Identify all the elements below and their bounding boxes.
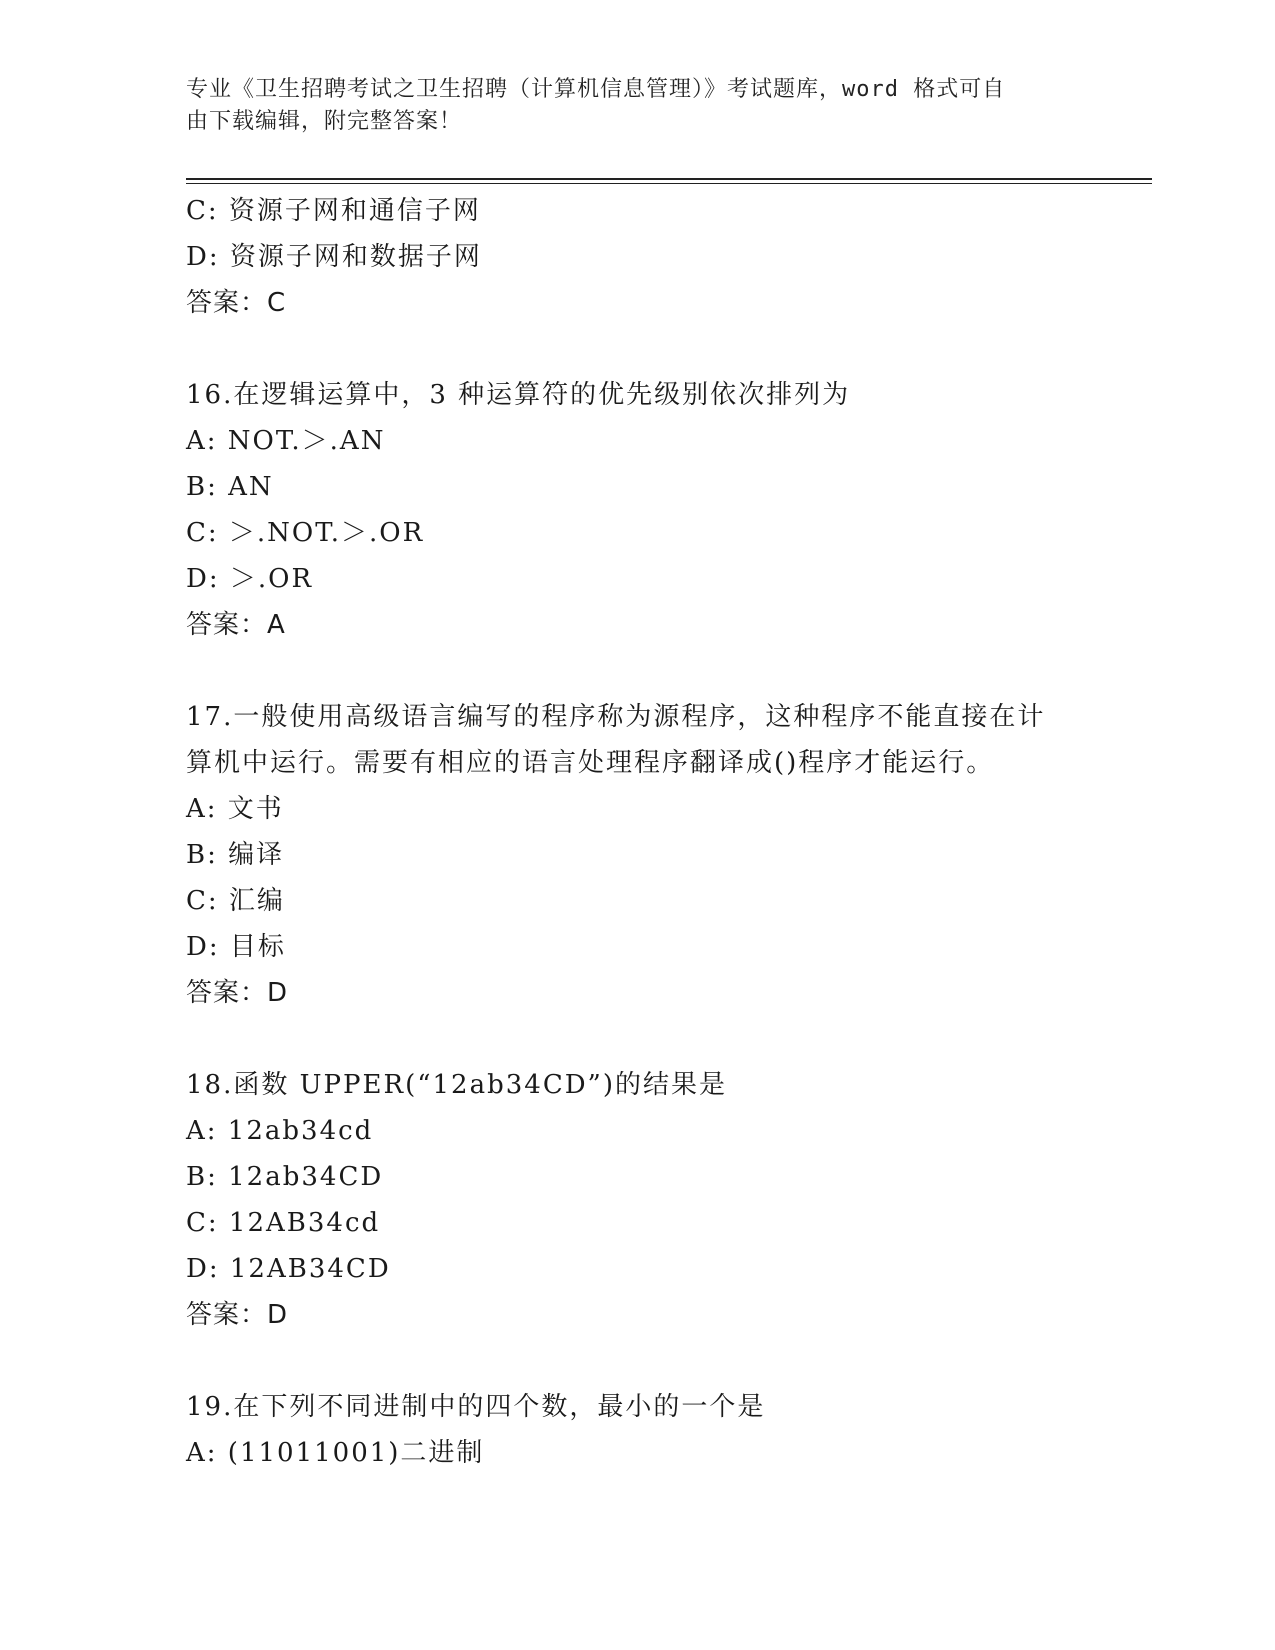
question-text: 19.在下列不同进制中的四个数，最小的一个是 xyxy=(186,1392,766,1422)
question-19 xyxy=(186,1384,1086,1476)
option-d: D: 目标 xyxy=(186,932,286,962)
option-c: C: 资源子网和通信子网 xyxy=(186,196,481,226)
spacer xyxy=(186,1016,1086,1062)
question-text-line-1: 17.一般使用高级语言编写的程序称为源程序，这种程序不能直接在计 xyxy=(186,702,1046,732)
option-a: A: 文书 xyxy=(186,794,284,824)
question-text: 18.函数 UPPER(“12ab34CD”)的结果是 xyxy=(186,1070,727,1100)
answer-line: 答案：D xyxy=(186,1300,289,1330)
answer-line: 答案：A xyxy=(186,610,286,640)
question-text-line-2: 算机中运行。需要有相应的语言处理程序翻译成()程序才能运行。 xyxy=(186,748,995,778)
option-d: D: 12AB34CD xyxy=(186,1254,391,1284)
header-rule-thin xyxy=(186,183,1152,184)
answer-line: 答案：D xyxy=(186,978,289,1008)
option-c: C: 汇编 xyxy=(186,886,285,916)
header-rule-thick xyxy=(186,178,1152,180)
question-18 xyxy=(186,1062,1086,1338)
question-16 xyxy=(186,372,1086,648)
question-body xyxy=(186,188,1086,1476)
option-c: C: 12AB34cd xyxy=(186,1208,381,1238)
previous-question-tail xyxy=(186,188,1086,326)
option-d: D: ＞.OR xyxy=(186,564,314,594)
option-a: A: NOT.＞.AN xyxy=(186,426,386,456)
option-a: A: (11011001)二进制 xyxy=(186,1438,485,1468)
option-b: B: 12ab34CD xyxy=(186,1162,384,1192)
spacer xyxy=(186,648,1086,694)
question-text: 16.在逻辑运算中，3 种运算符的优先级别依次排列为 xyxy=(186,380,851,410)
option-d: D: 资源子网和数据子网 xyxy=(186,242,482,272)
option-b: B: 编译 xyxy=(186,840,285,870)
document-header xyxy=(186,74,1066,138)
option-c: C: ＞.NOT.＞.OR xyxy=(186,518,425,548)
spacer xyxy=(186,1338,1086,1384)
header-line-1: 专业《卫生招聘考试之卫生招聘（计算机信息管理）》考试题库，word 格式可自 xyxy=(186,77,1006,102)
option-a: A: 12ab34cd xyxy=(186,1116,374,1146)
answer-line: 答案：C xyxy=(186,288,287,318)
header-line-2: 由下载编辑，附完整答案！ xyxy=(186,109,463,134)
option-b: B: AN xyxy=(186,472,274,502)
question-17 xyxy=(186,694,1086,1016)
spacer xyxy=(186,326,1086,372)
